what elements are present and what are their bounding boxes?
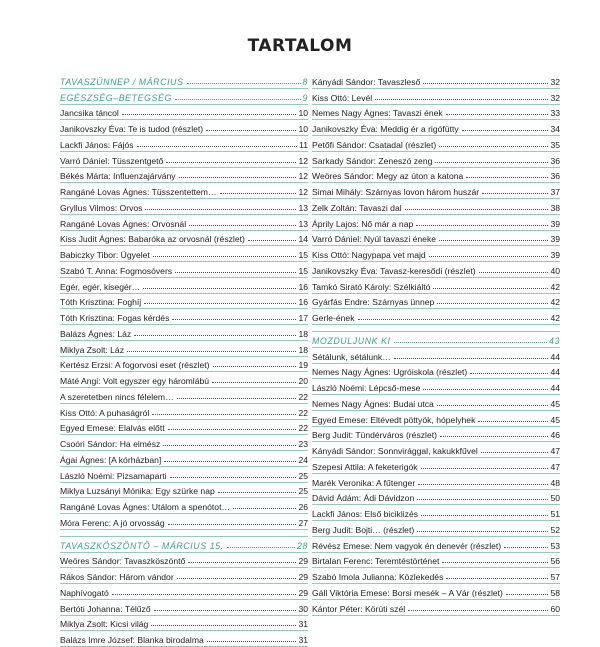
dot-leader [466, 177, 548, 178]
dot-leader [163, 445, 296, 446]
toc-entry-title: Gyárfás Endre: Szárnyas ünnep [312, 297, 435, 308]
section-spacer [60, 530, 308, 537]
toc-page-number: 30 [298, 603, 308, 614]
dot-leader [187, 83, 301, 84]
toc-page-number: 10 [298, 124, 308, 134]
toc-page-number: 15 [298, 250, 308, 260]
toc-entry[interactable] [312, 278, 560, 294]
toc-entry-title: TAVASZKÖSZÖNTŐ – MÁRCIUS 15. [60, 540, 224, 551]
toc-entry[interactable] [312, 73, 560, 89]
toc-entry-title: Békés Márta: Influenzajárvány [60, 171, 176, 182]
section-spacer [312, 325, 560, 332]
toc-page-number: 31 [298, 635, 308, 645]
dot-leader [177, 578, 297, 579]
toc-entry[interactable] [60, 631, 308, 647]
dot-leader [446, 114, 549, 115]
toc-page-number: 56 [550, 556, 560, 567]
dot-leader [188, 562, 296, 563]
dot-leader [440, 436, 548, 437]
dot-leader [435, 162, 548, 163]
toc-page-number: 18 [298, 344, 308, 355]
toc-entry[interactable] [60, 199, 308, 215]
toc-page-number: 42 [550, 281, 560, 292]
toc-page-number: 57 [550, 572, 560, 582]
toc-entry[interactable] [312, 183, 560, 199]
toc-page-number: 24 [298, 454, 308, 465]
dot-leader [442, 562, 548, 563]
toc-entry[interactable] [60, 498, 308, 514]
dot-leader [375, 99, 548, 100]
toc-entry-title: Naphívogató [60, 587, 109, 598]
toc-page-number: 36 [550, 155, 560, 166]
toc-page-number: 47 [550, 446, 560, 456]
toc-page-number: 26 [298, 502, 308, 512]
toc-entry-title: Egyed Emese: Elalvás előtt [60, 423, 165, 434]
toc-entry[interactable] [60, 105, 308, 121]
toc-entry[interactable] [312, 521, 560, 537]
toc-page-number: 18 [298, 328, 308, 339]
toc-entry[interactable] [60, 388, 308, 404]
toc-entry-title: Petőfi Sándor: Csatadal (részlet) [312, 139, 437, 150]
toc-entry-title: Szepesi Attila: A feketerigók [312, 461, 418, 472]
toc-page-number: 15 [298, 265, 308, 276]
toc-entry[interactable] [312, 105, 560, 121]
toc-entry-title: Kántor Péter: Körúti szél [312, 603, 406, 614]
page-title: TARTALOM [247, 36, 353, 56]
toc-page-number: 44 [550, 367, 560, 378]
toc-entry[interactable] [312, 427, 560, 443]
dot-leader [462, 130, 549, 131]
toc-entry-title: Kiss Ottó: A puhaságról [60, 407, 150, 418]
toc-page-number: 38 [550, 202, 560, 213]
dot-leader [206, 130, 296, 131]
toc-page-number: 44 [550, 383, 560, 393]
toc-entry[interactable] [312, 246, 560, 262]
toc-entry-title: Simai Mihály: Szárnyas lovon három huszár [312, 187, 480, 197]
toc-entry-title: Révész Emese: Nem vagyok én denevér (részlet) [312, 540, 502, 551]
dot-leader [218, 492, 297, 493]
toc-entry[interactable] [60, 152, 308, 168]
toc-entry-title: Jancsika táncol [60, 108, 119, 119]
toc-entry-title: Egyed Emese: Eltévedt pöttyök, hópelyhek [312, 414, 476, 425]
dot-leader [213, 366, 297, 367]
dot-leader [416, 225, 548, 226]
toc-page-number: 32 [550, 76, 560, 87]
dot-leader [408, 610, 548, 611]
toc-page-number: 20 [298, 376, 308, 386]
toc-entry[interactable] [60, 278, 308, 294]
toc-entry-title: Marék Veronika: A fűtenger [312, 477, 416, 488]
toc-entry[interactable] [312, 364, 560, 380]
toc-entry-title: Rangáné Lovas Ágnes: Orvosnál [60, 218, 187, 229]
toc-page-number: 52 [550, 524, 560, 535]
toc-entry-title: Tóth Krisztina: Foghíj [60, 297, 142, 308]
toc-entry[interactable] [312, 294, 560, 310]
toc-entry[interactable] [312, 490, 560, 506]
toc-entry-title: Áprily Lajos: Nő már a nap [312, 218, 414, 229]
toc-entry[interactable] [60, 404, 308, 420]
toc-entry[interactable] [60, 294, 308, 310]
toc-entry[interactable] [60, 325, 308, 341]
toc-entry-title: EGÉSZSÉG–BETEGSÉG [60, 92, 172, 103]
dot-leader [482, 193, 548, 194]
toc-section-heading[interactable] [60, 73, 308, 89]
toc-entry[interactable] [60, 246, 308, 262]
toc-page-number: 31 [298, 619, 308, 630]
toc-entry-title: Weöres Sándor: Tavaszköszöntő [60, 556, 186, 567]
toc-page-number: 13 [298, 218, 308, 229]
toc-entry[interactable] [312, 600, 560, 616]
toc-page-number: 9 [302, 92, 308, 103]
toc-page-number: 47 [550, 461, 560, 472]
toc-page-number: 13 [298, 202, 308, 213]
toc-entry-title: Kiss Ottó: Levél [312, 92, 373, 103]
toc-page-number: 45 [550, 398, 560, 409]
toc-page-number: 25 [298, 470, 308, 481]
toc-entry-title: Janikovszky Éva: Tavasz-keresődi (részlet) [312, 265, 476, 276]
toc-entry-title: László Noémi: Lépcső-mese [312, 383, 421, 393]
toc-page-number: 22 [298, 391, 308, 402]
toc-entry-title: Berg Judit: Tündérváros (részlet) [312, 430, 437, 441]
toc-page-number: 25 [298, 486, 308, 497]
dot-leader [417, 531, 548, 532]
toc-page-number: 35 [550, 139, 560, 150]
toc-entry[interactable] [312, 309, 560, 325]
dot-leader [479, 272, 549, 273]
toc-page-number: 36 [550, 171, 560, 182]
toc-entry[interactable] [312, 568, 560, 584]
toc-entry-title: A szeretetben nincs félelem… [60, 391, 174, 402]
toc-entry-title: Miklya Zsolt: Láz [60, 344, 124, 355]
dot-leader [172, 319, 296, 320]
toc-page-number: 34 [550, 124, 560, 134]
dot-leader [145, 209, 296, 210]
toc-entry[interactable] [312, 136, 560, 152]
dot-leader [127, 351, 296, 352]
toc-page-number: 27 [298, 517, 308, 528]
dot-leader [478, 421, 548, 422]
dot-leader [166, 162, 296, 163]
dot-leader [421, 515, 548, 516]
toc-entry[interactable] [60, 136, 308, 152]
toc-entry[interactable] [60, 262, 308, 278]
toc-entry[interactable] [60, 420, 308, 436]
toc-entry[interactable] [60, 357, 308, 373]
toc-page-number: 42 [550, 297, 560, 308]
toc-entry-title: Birtalan Ferenc: Teremtéstörténet [312, 556, 440, 567]
toc-entry[interactable] [60, 553, 308, 569]
dot-leader [112, 594, 297, 595]
toc-entry[interactable] [60, 514, 308, 530]
toc-right-column [312, 73, 560, 616]
toc-entry[interactable] [312, 379, 560, 395]
dot-leader [189, 225, 296, 226]
toc-entry[interactable] [312, 411, 560, 427]
toc-entry[interactable] [312, 505, 560, 521]
toc-entry-title: Babiczky Tibor: Ügyelet [60, 250, 150, 260]
toc-entry-title: TAVASZÜNNEP / MÁRCIUS [60, 76, 184, 87]
toc-entry[interactable] [60, 183, 308, 199]
toc-page-number: 29 [298, 587, 308, 598]
toc-entry[interactable] [60, 467, 308, 483]
toc-page-number: 60 [550, 603, 560, 614]
dot-leader [177, 398, 297, 399]
dot-leader [134, 335, 296, 336]
toc-page-number: 29 [298, 556, 308, 567]
dot-leader [168, 429, 297, 430]
toc-entry[interactable] [60, 568, 308, 584]
toc-entry-title: Egér, egér, kisegér… [60, 281, 141, 292]
toc-entry-title: Gryllus Vilmos: Orvos [60, 202, 143, 213]
toc-entry[interactable] [60, 584, 308, 600]
dot-leader [446, 578, 548, 579]
toc-entry-title: Zelk Zoltán: Tavaszi dal [312, 202, 402, 213]
toc-entry-title: Balázs Imre József: Blanka birodalma [60, 635, 204, 645]
toc-entry-title: Dávid Ádám: Ádi Dávidzon [312, 493, 415, 504]
toc-entry[interactable] [312, 584, 560, 600]
dot-leader [429, 256, 549, 257]
toc-entry-title: Sarkady Sándor: Zeneszó zeng [312, 155, 433, 166]
toc-section-heading[interactable] [312, 332, 560, 348]
dot-leader [151, 625, 296, 626]
dot-leader [154, 610, 297, 611]
toc-entry[interactable] [60, 168, 308, 184]
toc-entry-title: Berg Judit: Bojti… (részlet) [312, 524, 415, 535]
toc-entry-title: Nemes Nagy Ágnes: Budai utca [312, 398, 434, 409]
dot-leader [481, 452, 549, 453]
dot-leader [233, 508, 296, 509]
toc-page-number: 39 [550, 234, 560, 245]
toc-page-number: 22 [298, 407, 308, 418]
toc-entry-title: Nemes Nagy Ágnes: Tavaszi ének [312, 108, 443, 119]
toc-entry[interactable] [312, 199, 560, 215]
toc-page-number: 12 [298, 155, 308, 166]
dot-leader [164, 461, 296, 462]
toc-entry-title: Kányádi Sándor: Tavaszleső [312, 76, 421, 87]
toc-entry-title: Tamkó Sirató Károly: Szélkiáltó [312, 281, 431, 292]
dot-leader [248, 240, 297, 241]
toc-entry-title: MOZDULJUNK KI [312, 335, 391, 346]
toc-entry-title: Kiss Ottó: Nagypapa vet majd [312, 250, 426, 260]
toc-entry[interactable] [312, 474, 560, 490]
dot-leader [170, 477, 297, 478]
dot-leader [394, 358, 549, 359]
toc-entry-title: Kiss Judit Ágnes: Babaróka az orvosnál (részlet) [60, 234, 245, 245]
dot-leader [437, 303, 548, 304]
dot-leader [423, 389, 548, 390]
toc-page-number: 33 [550, 108, 560, 119]
dot-leader [175, 272, 296, 273]
toc-entry-title: Móra Ferenc: A jó orvosság [60, 517, 165, 528]
dot-leader [207, 641, 297, 642]
dot-leader [168, 524, 297, 525]
dot-leader [418, 484, 548, 485]
toc-entry-title: Miklya Zsolt: Kicsi világ [60, 619, 149, 630]
toc-entry[interactable] [312, 442, 560, 458]
toc-page-number: 10 [298, 108, 308, 119]
toc-entry-title: Rákos Sándor: Három vándor [60, 572, 174, 582]
toc-entry-title: Kertész Erzsi: A fogorvosi eset (részlet) [60, 360, 210, 371]
toc-page-number: 37 [550, 187, 560, 197]
toc-page-number: 32 [550, 92, 560, 103]
toc-entry-title: Miklya Luzsányi Mónika: Egy szürke nap [60, 486, 215, 497]
toc-entry[interactable] [60, 600, 308, 616]
toc-entry[interactable] [60, 483, 308, 499]
toc-entry[interactable] [312, 458, 560, 474]
toc-page-number: 11 [299, 139, 308, 150]
toc-entry[interactable] [60, 372, 308, 388]
dot-leader [144, 303, 296, 304]
toc-entry[interactable] [60, 341, 308, 357]
dot-leader [506, 594, 549, 595]
toc-entry-title: Sétálunk, sétálunk… [312, 351, 391, 362]
toc-entry[interactable] [60, 451, 308, 467]
toc-entry[interactable] [312, 553, 560, 569]
toc-entry-title: Rangáné Lovas Ágnes: Utálom a spenótot… [60, 502, 231, 512]
dot-leader [175, 99, 301, 100]
toc-entry[interactable] [312, 152, 560, 168]
toc-page-number: 23 [298, 439, 308, 449]
toc-entry[interactable] [60, 435, 308, 451]
dot-leader [220, 193, 297, 194]
dot-leader [153, 256, 297, 257]
toc-entry-title: Varró Dániel: Tüsszentgető [60, 155, 164, 166]
toc-left-column [60, 73, 308, 647]
dot-leader [423, 83, 548, 84]
toc-page-number: 43 [549, 335, 560, 346]
toc-page-number: 29 [298, 572, 308, 582]
toc-entry-title: Gerle-ének [312, 313, 355, 323]
toc-page-number: 40 [550, 265, 560, 276]
toc-entry-title: Janikovszky Éva: Meddig ér a rigófütty [312, 124, 459, 134]
toc-page-number: 39 [550, 218, 560, 229]
toc-page-number: 14 [298, 234, 308, 245]
toc-entry-title: Balázs Ágnes: Láz [60, 328, 132, 339]
toc-entry-title: László Noémi: Pizsamaparti [60, 470, 167, 481]
toc-section-heading[interactable] [60, 537, 308, 553]
toc-entry-title: Weöres Sándor: Megy az úton a katona [312, 171, 464, 182]
toc-page-number: 48 [550, 477, 560, 488]
toc-page-number: 28 [297, 540, 308, 551]
dot-leader [179, 177, 297, 178]
dot-leader [227, 547, 295, 548]
toc-page-number: 53 [550, 540, 560, 551]
toc-entry-title: Janikovszky Éva: Te is tudod (részlet) [60, 124, 204, 134]
toc-entry[interactable] [312, 262, 560, 278]
toc-page-number: 51 [550, 509, 560, 519]
toc-entry[interactable] [312, 537, 560, 553]
dot-leader [122, 114, 297, 115]
dot-leader [504, 547, 548, 548]
toc-entry-title: Lackfi János: Első biciklizés [312, 509, 419, 519]
toc-entry[interactable] [312, 89, 560, 105]
toc-entry-title: Ágai Ágnes: [A kórházban] [60, 454, 162, 465]
toc-page-number: 12 [298, 171, 308, 182]
toc-entry-title: Varró Dániel: Nyúl tavaszi éneke [312, 234, 437, 245]
dot-leader [394, 342, 547, 343]
toc-section-heading[interactable] [60, 89, 308, 105]
toc-page-number: 19 [298, 360, 308, 371]
dot-leader [439, 240, 548, 241]
toc-page-number: 22 [298, 423, 308, 434]
dot-leader [470, 373, 548, 374]
dot-leader [152, 414, 296, 415]
toc-page-number: 50 [550, 493, 560, 504]
toc-entry[interactable] [60, 616, 308, 632]
toc-page-number: 58 [550, 587, 560, 598]
toc-entry[interactable] [60, 120, 308, 136]
toc-entry-title: Gáll Viktória Emese: Borsi mesék – A Vár (részlet) [312, 587, 503, 598]
toc-entry[interactable] [312, 215, 560, 231]
toc-page-number: 8 [302, 76, 308, 87]
toc-entry-title: Tóth Krisztina: Fogas kérdés [60, 313, 170, 323]
toc-entry[interactable] [312, 168, 560, 184]
dot-leader [417, 499, 548, 500]
dot-leader [433, 288, 548, 289]
toc-entry[interactable] [312, 231, 560, 247]
toc-entry-title: Nemes Nagy Ágnes: Ugróiskola (részlet) [312, 367, 468, 378]
toc-entry-title: Szabó Imola Julianna: Közlekedés [312, 572, 444, 582]
toc-entry[interactable] [60, 309, 308, 325]
toc-entry[interactable] [312, 395, 560, 411]
toc-entry-title: Bertóti Johanna: Télűző [60, 603, 151, 614]
toc-entry-title: Szabó T. Anna: Fogmosóvers [60, 265, 173, 276]
dot-leader [358, 319, 549, 320]
toc-entry[interactable] [312, 120, 560, 136]
toc-entry-title: Csoóri Sándor: Ha elmész [60, 439, 161, 449]
toc-page-number: 44 [550, 351, 560, 362]
dot-leader [437, 405, 549, 406]
dot-leader [439, 146, 548, 147]
dot-leader [212, 382, 296, 383]
toc-entry-title: Rangáné Lovas Ágnes: Tüsszentettem… [60, 187, 217, 197]
toc-page-number: 42 [550, 313, 560, 323]
toc-entry[interactable] [312, 348, 560, 364]
toc-entry-title: Kányádi Sándor: Sonnvirággal, kakukkfűvel [312, 446, 478, 456]
dot-leader [137, 146, 298, 147]
toc-page-number: 17 [298, 313, 308, 323]
toc-page-number: 16 [298, 281, 308, 292]
toc-page-number: 12 [298, 187, 308, 197]
toc-page-number: 45 [550, 414, 560, 425]
toc-entry[interactable] [60, 231, 308, 247]
toc-entry-title: Máté Angi: Volt egyszer egy háromlábú [60, 376, 210, 386]
dot-leader [405, 209, 549, 210]
toc-page-number: 16 [298, 297, 308, 308]
toc-page-number: 39 [550, 250, 560, 260]
toc-page-number: 46 [550, 430, 560, 441]
dot-leader [143, 288, 296, 289]
toc-entry-title: Lackfi János: Fájós [60, 139, 134, 150]
toc-entry[interactable] [60, 215, 308, 231]
dot-leader [421, 468, 549, 469]
